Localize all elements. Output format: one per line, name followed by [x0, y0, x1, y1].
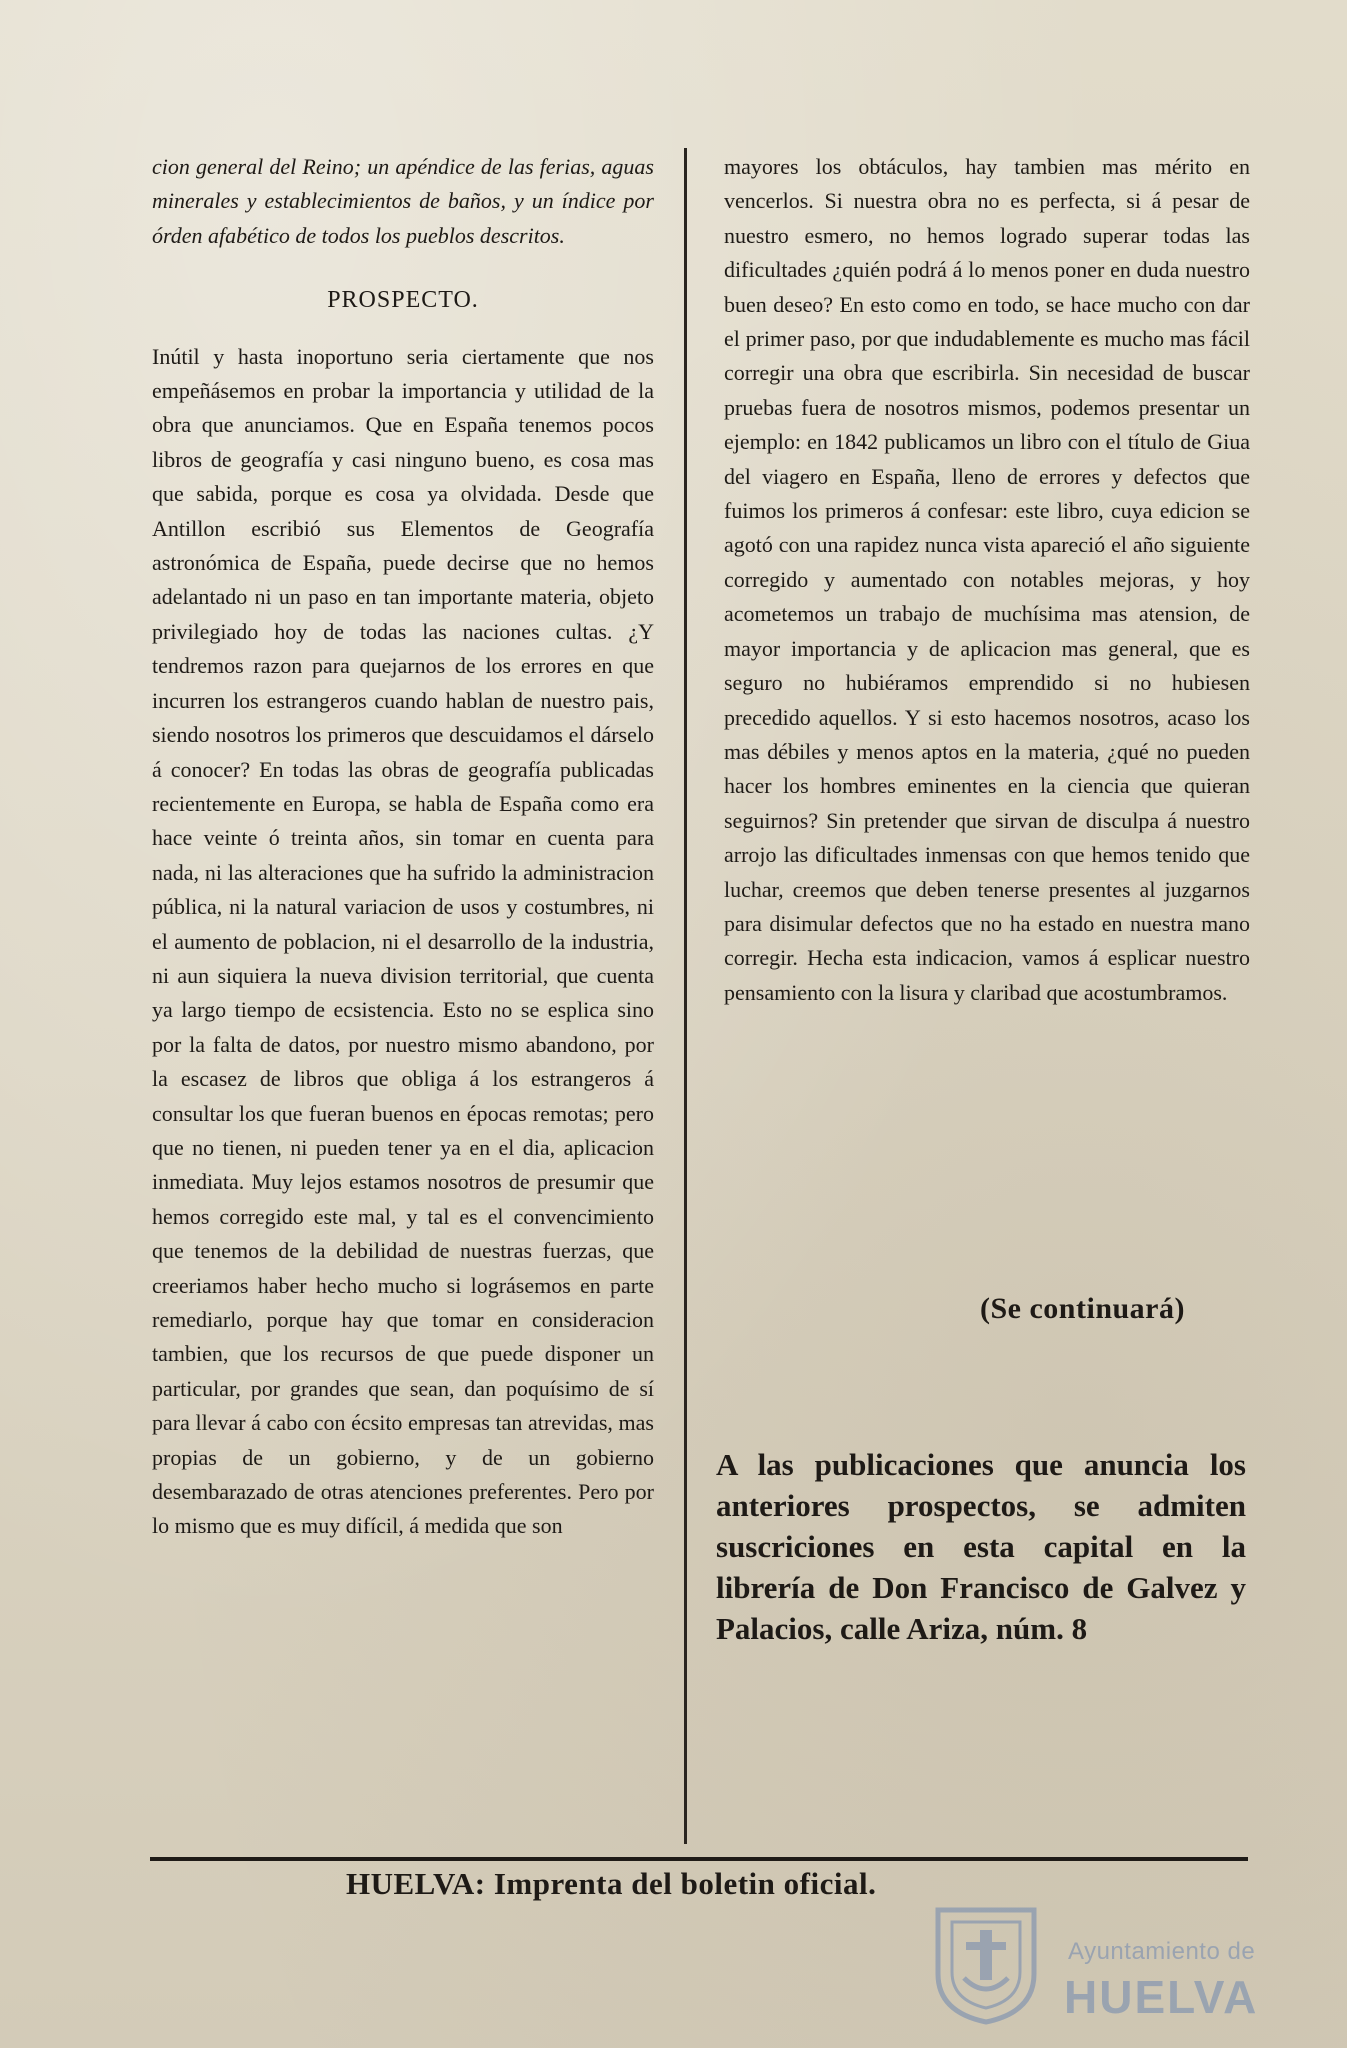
column-divider	[684, 148, 687, 1844]
left-body-paragraph: Inútil y hasta inoportuno seria ciertamente que nos empeñásemos en probar la importancia y utilidad de la obra que anunciamos. Que en España tenemos pocos libros de geografía y casi ninguno bueno, es cosa mas que sabida, porque es cosa ya olvidada. Desde que Antillon escribió sus Elementos de Geografía astronómica de España, puede decirse que no hemos adelantado ni un paso en tan importante materia, objeto privilegiado hoy de todas las naciones cultas. ¿Y tendremos razon para quejarnos de los errores en que incurren los estrangeros cuando hablan de nuestro pais, siendo nosotros los primeros que descuidamos el dárselo á conocer? En todas las obras de geografía publicadas recientemente en Europa, se habla de España como era hace veinte ó treinta años, sin tomar en cuenta para nada, ni las alteraciones que ha sufrido la administracion pública, ni la natural variacion de usos y costumbres, ni el aumento de poblacion, ni el desarrollo de la industria, ni aun siquiera la nueva division territorial, que cuenta ya largo tiempo de ecsistencia. Esto no se esplica sino por la falta de datos, por nuestro mismo abandono, por la escasez de libros que obliga á los estrangeros á consultar los que fueran buenos en épocas remotas; pero que no tienen, ni pueden tener ya en el dia, aplicacion inmediata. Muy lejos estamos nosotros de presumir que hemos corregido este mal, y tal es el convencimiento que tenemos de la debilidad de nuestras fuerzas, que creeriamos haber hecho mucho si lográsemos en parte remediarlo, porque hay que tomar en consideracion tambien, que los recursos de que puede disponer un particular, por grandes que sean, dan poquísimo de sí para llevar á cabo con écsito empresas tan atrevidas, mas propias de un gobierno, y de un gobierno desembarazado de otras atenciones preferentes. Pero por lo mismo que es muy difícil, á medida que son	[152, 343, 654, 1539]
intro-text: cion general del Reino; un apéndice de las ferias, aguas minerales y establecimientos de baños, y un índice por órden afabético de todos los pueblos descritos.	[152, 154, 654, 248]
subscription-notice: A las publicaciones que anuncia los anteriores prospectos, se admiten suscriciones en esta capital en la librería de Don Francisco de Galvez y Palacios, calle Ariza, núm. 8	[716, 1447, 1246, 1646]
footer-rule	[150, 1857, 1248, 1861]
right-column	[724, 150, 1250, 1010]
ayuntamiento-watermark	[930, 1904, 1270, 2034]
printer-imprint: HUELVA: Imprenta del boletin oficial.	[346, 1866, 877, 1901]
prospecto-heading: PROSPECTO.	[327, 287, 479, 314]
watermark-line1: Ayuntamiento de	[1068, 1938, 1256, 1965]
right-body-paragraph: mayores los obtáculos, hay tambien mas mérito en vencerlos. Si nuestra obra no es perfecta, si á pesar de nuestro esmero, no hemos logrado superar todas las dificultades ¿quién podrá á lo menos poner en duda nuestro buen deseo? En esto como en todo, se hace mucho con dar el primer paso, por que indudablemente es mucho mas fácil corregir una obra que escribirla. Sin necesidad de buscar pruebas fuera de nosotros mismos, podemos presentar un ejemplo: en 1842 publicamos un libro con el título de Giua del viagero en España, lleno de errores y defectos que fuimos los primeros á confesar: este libro, cuya edicion se agotó con una rapidez nunca vista apareció el año siguiente corregido y aumentado con notables mejoras, y hoy acometemos un trabajo de muchísima mas atension, de mayor importancia y de aplicacion mas general, que es seguro no hubiéramos emprendido si no hubiesen precedido aquellos. Y si esto hacemos nosotros, acaso los mas débiles y menos aptos en la materia, ¿qué no pueden hacer los hombres eminentes en la ciencia que quieran seguirnos? Sin pretender que sirvan de disculpa á nuestro arrojo las dificultades inmensas con que hemos tenido que luchar, creemos que deben tenerse presentes al juzgarnos para disimular defectos que no ha estado en nuestra mano corregir. Hecha esta indicacion, vamos á esplicar nuestro pensamiento con la lisura y claribad que acostumbramos.	[724, 154, 1250, 1005]
watermark-line2: HUELVA	[1064, 1971, 1259, 2023]
huelva-coat-of-arms-icon	[930, 1904, 1042, 2026]
left-column	[152, 150, 654, 1544]
continuation-note: (Se continuará)	[980, 1292, 1185, 1325]
